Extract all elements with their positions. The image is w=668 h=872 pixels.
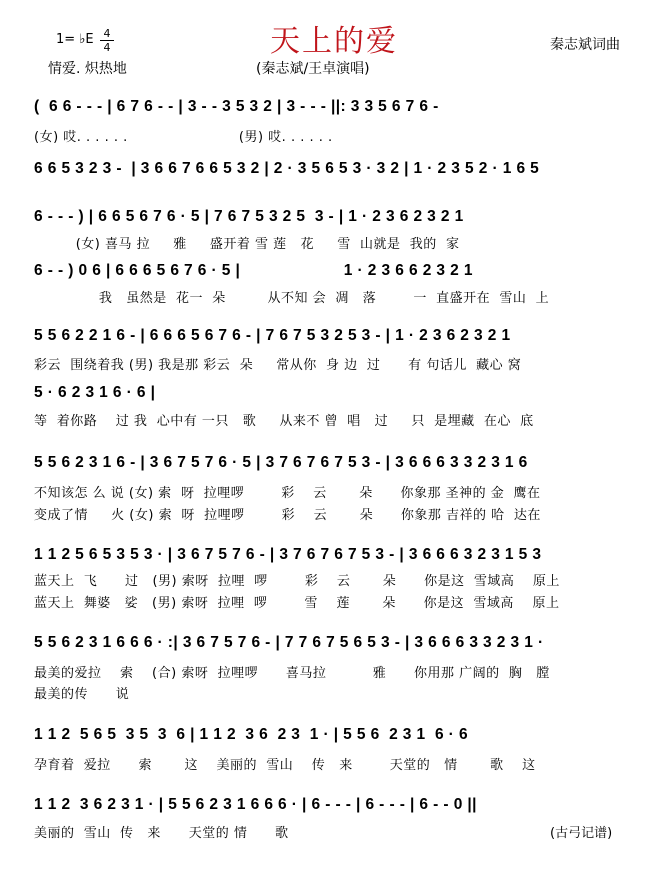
transcriber-credit: (古弓记谱) [550, 826, 613, 841]
tempo-mood: 情爱. 炽热地 [48, 61, 127, 77]
song-title: 天上的爱 [270, 24, 398, 59]
lyric-line-8a: 蓝天上 飞 过 (男) 索呀 拉哩 啰 彩 云 朵 你是这 雪域高 原上 [34, 574, 560, 589]
notation-line-2: 6 6 5 3 2 3 - | 3 6 6 7 6 6 5 3 2 | 2 · 3 5 6 5 3 · 3 2 | 1 · 2 3 5 2 · 1 6 5 [34, 160, 540, 177]
lyric-line-9b: 最美的传 说 [34, 687, 130, 702]
notation-line-5: 5 5 6 2 2 1 6 - | 6 6 6 5 6 7 6 - | 7 6 7 5 3 2 5 3 - | 1 · 2 3 6 2 3 2 1 [34, 327, 511, 344]
time-signature-top: 4 [103, 27, 111, 40]
lyric-line-8b: 蓝天上 舞婆 娑 (男) 索呀 拉哩 啰 雪 莲 朵 你是这 雪域高 原上 [34, 596, 560, 611]
lyric-line-11a: 美丽的 雪山 传 来 天堂的 情 歌 [34, 826, 289, 841]
notation-line-10: 1 1 2 5 6 5 3 5 3 6 | 1 1 2 3 6 2 3 1 · | 5 5 6 2 3 1 6 · 6 [34, 726, 468, 743]
time-signature-bottom: 4 [103, 41, 111, 54]
notation-line-1: ( 6 6 - - - | 6 7 6 - - | 3 - - 3 5 3 2 | 3 - - - ||: 3 3 5 6 7 6 - [34, 98, 439, 115]
notation-line-9: 5 5 6 2 3 1 6 6 6 · :| 3 6 7 5 7 6 - | 7 7 6 7 5 6 5 3 - | 3 6 6 6 3 3 2 3 1 · [34, 634, 544, 651]
lyric-line-9a: 最美的爱拉 索 (合) 索呀 拉哩啰 喜马拉 雅 你用那 广阔的 胸 膛 [34, 666, 550, 681]
key-signature: 1= ♭E [56, 32, 94, 47]
lyric-line-10a: 孕育着 爱拉 索 这 美丽的 雪山 传 来 天堂的 情 歌 这 [34, 758, 536, 773]
lyric-line-4a: 我 虽然是 花一 朵 从不知 会 凋 落 一 直盛开在 雪山 上 [34, 291, 550, 306]
credits: 秦志斌词曲 [550, 37, 620, 53]
notation-line-4: 6 - - ) 0 6 | 6 6 6 5 6 7 6 · 5 | 1 · 2 3 6 6 2 3 2 1 [34, 262, 473, 279]
notation-line-3: 6 - - - ) | 6 6 5 6 7 6 · 5 | 7 6 7 5 3 2 5 3 - | 1 · 2 3 6 2 3 2 1 [34, 208, 464, 225]
lyric-line-1a: (女) 哎. . . . . . (男) 哎. . . . . . [34, 130, 333, 145]
notation-line-11: 1 1 2 3 6 2 3 1 · | 5 5 6 2 3 1 6 6 6 · | 6 - - - | 6 - - - | 6 - - 0 || [34, 796, 477, 813]
performers: (秦志斌/王卓演唱) [256, 61, 370, 77]
lyric-line-5a: 彩云 围绕着我 (男) 我是那 彩云 朵 常从你 身 边 过 有 句话儿 藏心 窝 [34, 358, 522, 373]
lyric-line-7a: 不知该怎 么 说 (女) 索 呀 拉哩啰 彩 云 朵 你象那 圣神的 金 鹰在 [34, 486, 541, 501]
lyric-line-6a: 等 着你路 过 我 心中有 一只 歌 从来不 曾 唱 过 只 是埋藏 在心 底 [34, 414, 534, 429]
time-signature [100, 28, 114, 53]
lyric-line-3a: (女) 喜马 拉 雅 盛开着 雪 莲 花 雪 山就是 我的 家 [34, 237, 460, 252]
notation-line-7: 5 5 6 2 3 1 6 - | 3 6 7 5 7 6 · 5 | 3 7 6 7 6 7 5 3 - | 3 6 6 6 3 3 2 3 1 6 [34, 454, 528, 471]
lyric-line-7b: 变成了情 火 (女) 索 呀 拉哩啰 彩 云 朵 你象那 吉祥的 哈 达在 [34, 508, 541, 523]
notation-line-8: 1 1 2 5 6 5 3 5 3 · | 3 6 7 5 7 6 - | 3 7 6 7 6 7 5 3 - | 3 6 6 6 3 2 3 1 5 3 [34, 546, 542, 563]
notation-line-6: 5 · 6 2 3 1 6 · 6 | [34, 384, 156, 401]
